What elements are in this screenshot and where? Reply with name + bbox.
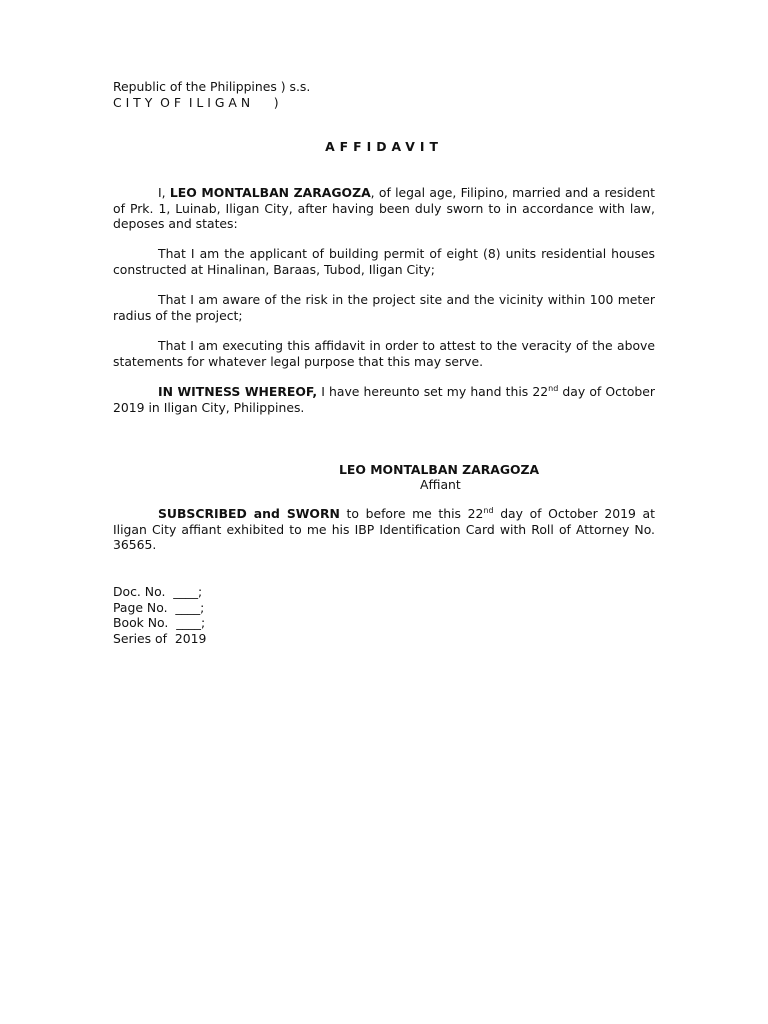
- doc-number-line: Doc. No. ____;: [113, 584, 203, 599]
- intro-prefix: I,: [158, 185, 170, 200]
- document-title: AFFIDAVIT: [325, 139, 443, 154]
- notarial-register-block: [113, 584, 206, 646]
- intro-paragraph: [113, 185, 655, 232]
- series-line: Series of 2019: [113, 630, 207, 646]
- statement-paragraph-3: That I am executing this affidavit in order to attest to the veracity of the above statements for whatever legal purpose that this may serve.: [113, 338, 655, 369]
- affiant-name-inline: LEO MONTALBAN ZARAGOZA: [169, 185, 371, 200]
- statement-paragraph-2: That I am aware of the risk in the project site and the vicinity within 100 meter radius of the project;: [113, 292, 655, 323]
- statement-paragraph-1: That I am the applicant of building permit of eight (8) units residential houses constructed at Hinalinan, Baraas, Tubod, Iligan City;: [113, 246, 655, 277]
- witness-lead: IN WITNESS WHEREOF,: [158, 384, 318, 399]
- witness-ordinal: nd: [548, 383, 559, 393]
- jurat-lead: SUBSCRIBED and SWORN: [158, 506, 340, 521]
- signature-role: Affiant: [420, 477, 461, 492]
- witness-text-2: day of October 2019 in Iligan City, Philippines.: [113, 384, 656, 415]
- intro-rest: , of legal age, Filipino, married and a resident of Prk. 1, Luinab, Iligan City, after having been duly sworn to in accordance with law, deposes and states:: [113, 185, 655, 231]
- jurat-text-1: to before me this 22: [339, 506, 484, 521]
- affidavit-document: [113, 79, 656, 646]
- jurat-ordinal: nd: [483, 505, 494, 515]
- jurat-text-2: day of October 2019 at Iligan City affiant exhibited to me his IBP Identification Card with Roll of Attorney No. 36565.: [113, 506, 655, 552]
- book-number-line: Book No. ____;: [113, 615, 206, 630]
- venue-block: [113, 79, 655, 110]
- jurat-paragraph: [113, 506, 655, 553]
- venue-republic-line: Republic of the Philippines ) s.s.: [113, 79, 311, 94]
- page-number-line: Page No. ____;: [113, 599, 205, 615]
- witness-paragraph: [113, 384, 655, 415]
- signature-name: LEO MONTALBAN ZARAGOZA: [339, 462, 540, 477]
- venue-city-line: C I T Y O F I L I G A N ): [113, 94, 279, 110]
- witness-text-1: I have hereunto set my hand this 22: [317, 384, 549, 399]
